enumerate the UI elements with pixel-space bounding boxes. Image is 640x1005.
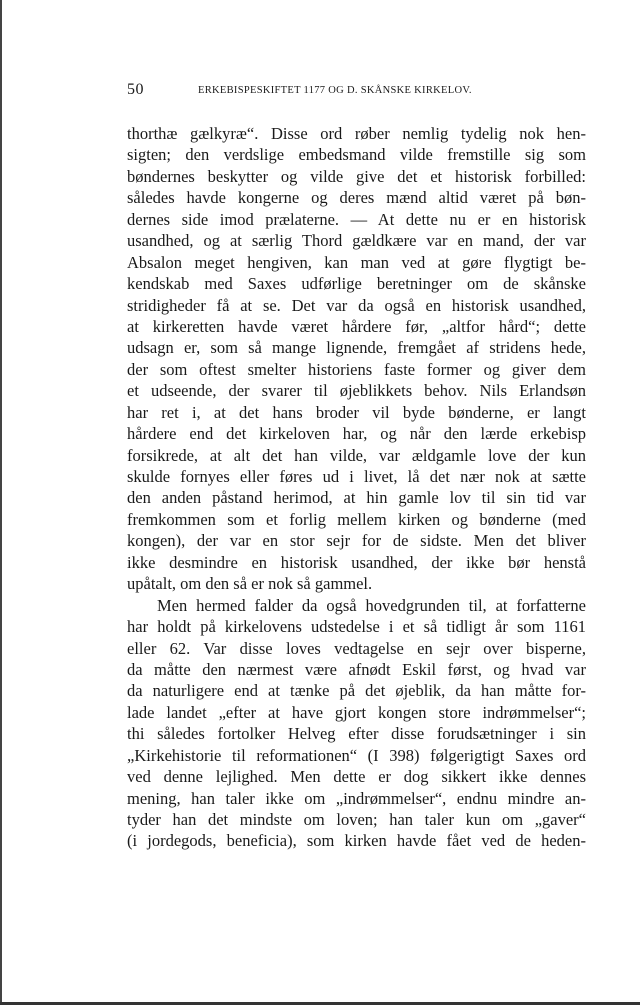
text-line: der som oftest smelter historiens faste former og giver dem <box>127 359 586 379</box>
paragraph <box>127 595 586 852</box>
text-line: sigten; den verdslige embedsmand vilde fremstille sig som <box>127 145 586 165</box>
page-number: 50 <box>127 81 144 98</box>
text-line: således havde kongerne og deres mænd altid været på bøn- <box>127 188 586 208</box>
page-left-edge <box>0 0 2 1005</box>
text-line: thorthæ gælkyræ“. Disse ord røber nemlig tydelig nok hen- <box>127 124 586 143</box>
page-header <box>127 81 587 101</box>
text-line: bøndernes beskytter og vilde give det et historisk forbilled: <box>127 166 586 186</box>
text-line: da måtte den nærmest være afnødt Eskil først, og hvad var <box>127 659 586 679</box>
text-line: da naturligere end at tænke på det øjeblik, da han måtte for- <box>127 681 586 701</box>
text-line: har holdt på kirkelovens udstedelse i et så tidligt år som 1161 <box>127 617 586 637</box>
text-line: ved denne lejlighed. Men dette er dog sikkert ikke dennes <box>127 767 586 787</box>
body-text <box>127 123 586 852</box>
running-head: ERKEBISPESKIFTET 1177 OG D. SKÅNSKE KIRKELOV. <box>198 85 472 96</box>
text-line: upåtalt, om den så er nok så gammel. <box>127 574 373 594</box>
text-line: eller 62. Var disse loves vedtagelse en sejr over bisperne, <box>127 638 586 658</box>
text-line: et udseende, der svarer til øjeblikkets behov. Nils Erlandsøn <box>127 381 586 401</box>
text-line: thi således fortolker Helveg efter disse forudsætninger i sin <box>127 724 586 744</box>
text-line: Men hermed falder da også hovedgrunden til, at forfatterne <box>157 595 586 615</box>
text-line: mening, han taler ikke om „indrømmelser“, endnu mindre an- <box>127 788 586 808</box>
text-line: den anden påstand herimod, at hin gamle lov til sin tid var <box>127 488 586 508</box>
text-line: forsikrede, at alt det han vilde, var ældgamle love der kun <box>127 445 586 465</box>
text-line: stridigheder få at se. Det var da også en historisk usandhed, <box>127 295 586 315</box>
text-line: lade landet „efter at have gjort kongen store indrømmelser“; <box>127 702 586 722</box>
text-line: ikke desmindre en historisk usandhed, der ikke bør henstå <box>127 552 586 572</box>
text-line: udsagn er, som så mange lignende, fremgået af stridens hede, <box>127 338 586 358</box>
text-line: kendskab med Saxes udførlige beretninger om de skånske <box>127 274 586 294</box>
text-line: dernes side imod prælaterne. — At dette nu er en historisk <box>127 209 586 229</box>
text-line: usandhed, og at særlig Thord gældkære var en mand, der var <box>127 231 586 251</box>
text-line: skulde fornyes eller føres ud i livet, lå det nær nok at sætte <box>127 467 586 486</box>
text-line: (i jordegods, beneficia), som kirken havde fået ved de heden- <box>127 831 586 851</box>
text-line: kongen), der var en stor sejr for de sidste. Men det bliver <box>127 531 586 551</box>
text-line: „Kirkehistorie til reformationen“ (I 398) følgerigtigt Saxes ord <box>127 745 586 765</box>
text-line: har ret i, at det hans broder vil byde bønderne, er langt <box>127 402 586 422</box>
text-line: hårdere end det kirkeloven har, og når den lærde erkebisp <box>127 424 586 444</box>
paragraph <box>127 123 586 595</box>
text-line: at kirkeretten havde været hårdere før, „altfor hård“; dette <box>127 316 586 336</box>
text-line: Absalon meget hengiven, kan man ved at gøre flygtigt be- <box>127 252 586 272</box>
text-line: tyder han det mindste om loven; han taler kun om „gaver“ <box>127 810 586 829</box>
text-line: fremkommen som et forlig mellem kirken og bønderne (med <box>127 509 586 529</box>
